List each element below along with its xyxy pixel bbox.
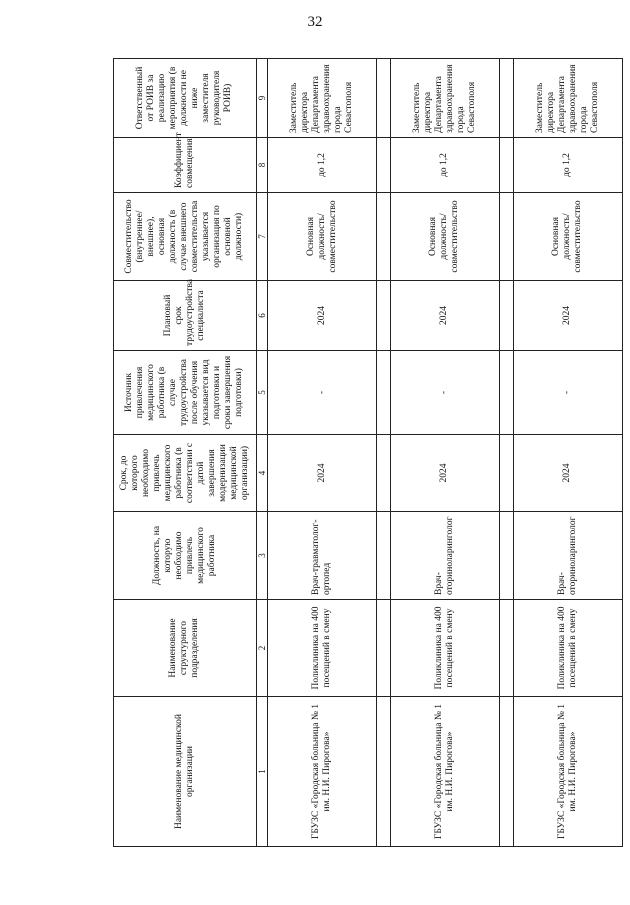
planned-cell: 2024: [268, 281, 377, 351]
column-number: 3: [256, 512, 267, 600]
deadline-cell: 2024: [390, 435, 499, 512]
planned-cell: 2024: [390, 281, 499, 351]
deadline-cell: 2024: [268, 435, 377, 512]
column-number: 9: [256, 59, 267, 138]
org-cell: ГБУЗС «Городская больница № 1 им. Н.И. Пирогова»: [268, 697, 377, 847]
header-cell: Должность, на которую необходимо привлечь медицинского работника: [114, 512, 257, 600]
column-number: 5: [256, 351, 267, 435]
staffing-table: [113, 58, 623, 847]
position-cell: Врач-оториноларинголог: [390, 512, 499, 600]
header-cell: Плановый срок трудоустройства специалиста: [114, 281, 257, 351]
responsible-cell: Заместитель директора Департамента здравоохранения города Севастополя: [268, 59, 377, 138]
responsible-cell: Заместитель директора Департамента здравоохранения города Севастополя: [513, 59, 622, 138]
header-cell: Наименование медицинской организации: [114, 697, 257, 847]
header-cell: Ответственный от РОИВ за реализацию мероприятия (в должности не ниже заместителя руководителя РОИВ): [114, 59, 257, 138]
header-cell: Срок, до которого необходимо привлечь медицинского работника (в соответствии с датой завершения модернизации медицинской организации): [114, 435, 257, 512]
combination-cell: Основная должность/ совместительство: [268, 193, 377, 281]
column-number: 2: [256, 600, 267, 697]
header-cell: Коэффициент совмещения: [114, 138, 257, 193]
table-row: [390, 59, 499, 847]
table-row: [268, 59, 377, 847]
combination-cell: Основная должность/ совместительство: [513, 193, 622, 281]
column-number-row: [256, 59, 267, 847]
org-cell: ГБУЗС «Городская больница № 1 им. Н.И. Пирогова»: [513, 697, 622, 847]
coef-cell: до 1,2: [268, 138, 377, 193]
column-number: 7: [256, 193, 267, 281]
page-number: 32: [307, 14, 323, 30]
coef-cell: до 1,2: [513, 138, 622, 193]
responsible-cell: Заместитель директора Департамента здравоохранения города Севастополя: [390, 59, 499, 138]
unit-cell: Поликлиника на 400 посещений в смену: [390, 600, 499, 697]
planned-cell: 2024: [513, 281, 622, 351]
position-cell: Врач-травматолог-ортопед: [268, 512, 377, 600]
unit-cell: Поликлиника на 400 посещений в смену: [513, 600, 622, 697]
position-cell: Врач-оториноларинголог: [513, 512, 622, 600]
header-row: [114, 59, 257, 847]
deadline-cell: 2024: [513, 435, 622, 512]
row-separator: [377, 59, 391, 847]
column-number: 1: [256, 697, 267, 847]
header-cell: Источник привлечения медицинского работника (в случае трудоустройства после обучения указывается вид подготовки и сроки завершения подготовки): [114, 351, 257, 435]
source-cell: -: [268, 351, 377, 435]
unit-cell: Поликлиника на 400 посещений в смену: [268, 600, 377, 697]
combination-cell: Основная должность/ совместительство: [390, 193, 499, 281]
column-number: 4: [256, 435, 267, 512]
source-cell: -: [513, 351, 622, 435]
header-cell: Наименование структурного подразделения: [114, 600, 257, 697]
coef-cell: до 1,2: [390, 138, 499, 193]
row-separator: [500, 59, 514, 847]
source-cell: -: [390, 351, 499, 435]
column-number: 6: [256, 281, 267, 351]
table-row: [513, 59, 622, 847]
rotated-table-container: [113, 59, 623, 847]
header-cell: Совместительство (внутреннее/внешнее), основная должность (в случае внешнего совместительства указывается организация по основной должности): [114, 193, 257, 281]
org-cell: ГБУЗС «Городская больница № 1 им. Н.И. Пирогова»: [390, 697, 499, 847]
column-number: 8: [256, 138, 267, 193]
